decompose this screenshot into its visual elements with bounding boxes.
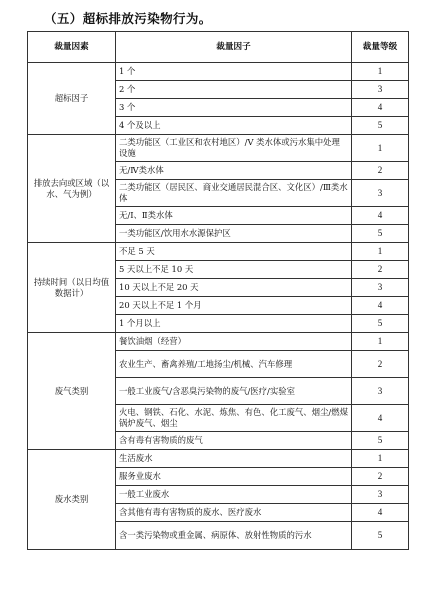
factor-cell: 5 天以上不足 10 天 bbox=[116, 261, 352, 279]
factor-cell: 火电、钢铁、石化、水泥、炼焦、有色、化工废气、烟尘/燃煤锅炉废气、烟尘 bbox=[116, 405, 352, 432]
category-cell: 超标因子 bbox=[28, 63, 116, 135]
factor-cell: 不足 5 天 bbox=[116, 243, 352, 261]
level-cell: 1 bbox=[352, 63, 409, 81]
factor-cell: 一般工业废水 bbox=[116, 486, 352, 504]
factor-cell: 一类功能区/饮用水水源保护区 bbox=[116, 225, 352, 243]
discretion-table bbox=[27, 31, 409, 550]
factor-cell: 1 个 bbox=[116, 63, 352, 81]
level-cell: 5 bbox=[352, 315, 409, 333]
table-header-row bbox=[28, 32, 409, 63]
level-cell: 5 bbox=[352, 117, 409, 135]
factor-cell: 服务业废水 bbox=[116, 468, 352, 486]
level-cell: 3 bbox=[352, 486, 409, 504]
factor-cell: 1 个月以上 bbox=[116, 315, 352, 333]
factor-cell: 农业生产、畜禽养殖/工地扬尘/机械、汽车修理 bbox=[116, 351, 352, 378]
table-row bbox=[28, 243, 409, 261]
table-row bbox=[28, 450, 409, 468]
level-cell: 3 bbox=[352, 81, 409, 99]
table-row bbox=[28, 333, 409, 351]
level-cell: 4 bbox=[352, 405, 409, 432]
level-cell: 2 bbox=[352, 351, 409, 378]
level-cell: 5 bbox=[352, 522, 409, 550]
factor-cell: 一般工业废气/含恶臭污染物的废气/医疗/实验室 bbox=[116, 378, 352, 405]
level-cell: 5 bbox=[352, 225, 409, 243]
category-cell: 排放去向或区域（以水、气为例） bbox=[28, 135, 116, 243]
section-heading: （五）超标排放污染物行为。 bbox=[44, 11, 212, 26]
level-cell: 4 bbox=[352, 504, 409, 522]
category-cell: 持续时间（以日均值数据计） bbox=[28, 243, 116, 333]
header-level: 裁量等级 bbox=[352, 32, 409, 63]
level-cell: 1 bbox=[352, 135, 409, 162]
level-cell: 2 bbox=[352, 468, 409, 486]
table-row bbox=[28, 135, 409, 162]
header-factor: 裁量因子 bbox=[116, 32, 352, 63]
header-factor-category: 裁量因素 bbox=[28, 32, 116, 63]
factor-cell: 4 个及以上 bbox=[116, 117, 352, 135]
level-cell: 4 bbox=[352, 207, 409, 225]
factor-cell: 3 个 bbox=[116, 99, 352, 117]
factor-cell: 含其他有毒有害物质的废水、医疗废水 bbox=[116, 504, 352, 522]
category-cell: 废气类别 bbox=[28, 333, 116, 450]
factor-cell: 无/Ⅰ、Ⅱ类水体 bbox=[116, 207, 352, 225]
factor-cell: 二类功能区（居民区、商业交通居民混合区、文化区）/Ⅲ类水体 bbox=[116, 180, 352, 207]
level-cell: 3 bbox=[352, 180, 409, 207]
level-cell: 2 bbox=[352, 162, 409, 180]
factor-cell: 二类功能区（工业区和农村地区）/V 类水体或污水集中处理设施 bbox=[116, 135, 352, 162]
level-cell: 5 bbox=[352, 432, 409, 450]
level-cell: 3 bbox=[352, 279, 409, 297]
factor-cell: 含一类污染物或重金属、病原体、放射性物质的污水 bbox=[116, 522, 352, 550]
factor-cell: 含有毒有害物质的废气 bbox=[116, 432, 352, 450]
factor-cell: 20 天以上不足 1 个月 bbox=[116, 297, 352, 315]
factor-cell: 无/Ⅳ类水体 bbox=[116, 162, 352, 180]
factor-cell: 餐饮油烟（经营） bbox=[116, 333, 352, 351]
factor-cell: 生活废水 bbox=[116, 450, 352, 468]
level-cell: 1 bbox=[352, 243, 409, 261]
factor-cell: 2 个 bbox=[116, 81, 352, 99]
level-cell: 4 bbox=[352, 99, 409, 117]
level-cell: 2 bbox=[352, 261, 409, 279]
level-cell: 1 bbox=[352, 450, 409, 468]
table-row bbox=[28, 63, 409, 81]
level-cell: 3 bbox=[352, 378, 409, 405]
level-cell: 4 bbox=[352, 297, 409, 315]
category-cell: 废水类别 bbox=[28, 450, 116, 550]
factor-cell: 10 天以上不足 20 天 bbox=[116, 279, 352, 297]
level-cell: 1 bbox=[352, 333, 409, 351]
